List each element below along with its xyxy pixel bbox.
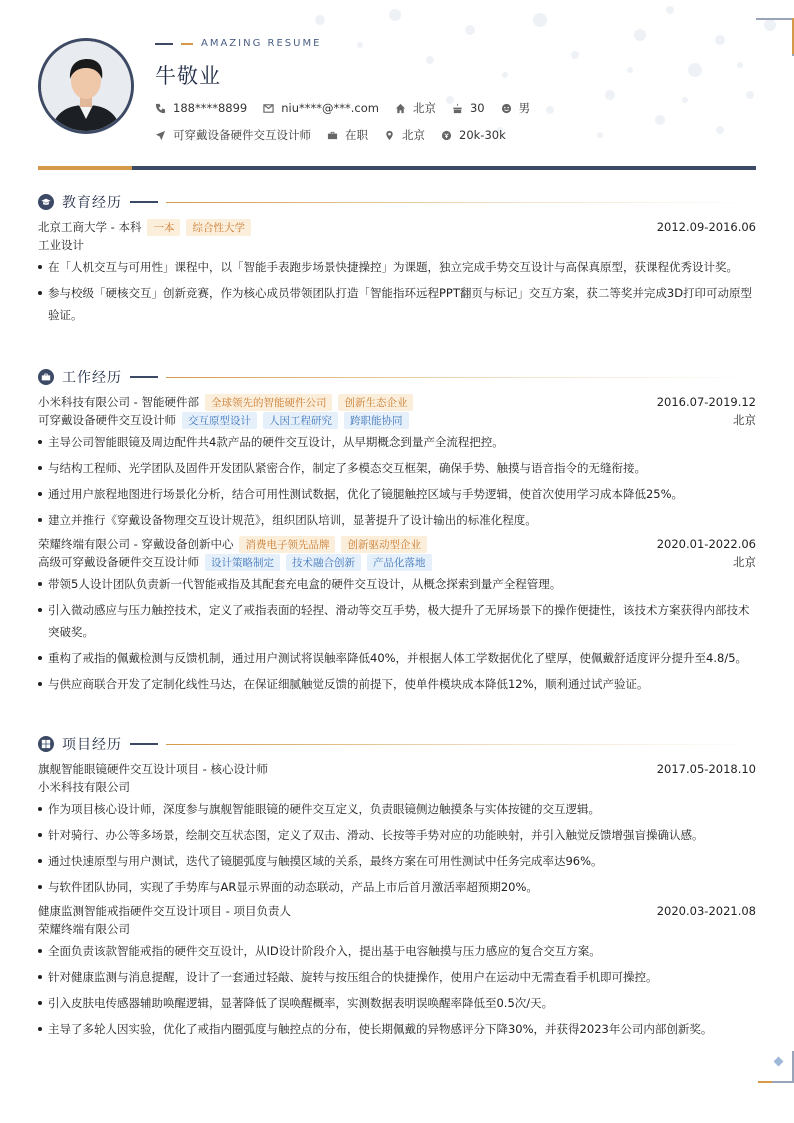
contact-info-row (155, 100, 546, 116)
corner-accent-bottom-right (758, 1081, 772, 1083)
education-entry (38, 218, 756, 326)
money-icon (441, 130, 452, 141)
entry-bullets (38, 431, 756, 531)
city-item (395, 100, 436, 116)
phone-text: 188****8899 (173, 101, 248, 115)
bullet-item: 引入皮肤电传感器辅助唤醒逻辑，显著降低了误唤醒概率，实测数据表明误唤醒率降低至0.5次/天。 (38, 992, 756, 1014)
entry-header-row (38, 218, 756, 236)
entry-subheader-row (38, 920, 756, 938)
projects-section (38, 734, 756, 1044)
expected-city-item (384, 127, 425, 143)
city-text: 北京 (412, 101, 436, 115)
grid-icon (38, 736, 54, 752)
section-divider-line (166, 202, 756, 203)
email-icon (263, 103, 274, 114)
entry-left (38, 219, 251, 236)
entry-left (38, 412, 409, 429)
bullet-item: 针对健康监测与消息提醒，设计了一套通过轻敲、旋转与按压组合的快捷操作，使用户在运动中无需查看手机即可操控。 (38, 966, 756, 988)
bullet-item: 主导了多轮人因实验，优化了戒指内圈弧度与触控点的分布，使长期佩戴的异物感评分下降30%，并获得2023年公司内部创新奖。 (38, 1018, 756, 1040)
email-text: niu****@***.com (281, 101, 379, 115)
age-item (452, 101, 485, 115)
corner-decoration-top-right (756, 18, 794, 56)
section-title: 教育经历 (62, 195, 122, 211)
role-tag: 技术融合创新 (286, 554, 361, 571)
entry-left (38, 536, 427, 553)
age-text: 30 (469, 101, 485, 115)
role-name: 高级可穿戴设备硬件交互设计师 (38, 555, 199, 569)
entry-header-row (38, 535, 756, 553)
bullet-item: 引入微动感应与压力触控技术，定义了戒指表面的轻捏、滑动等交互手势，极大提升了无屏场景下的操作便捷性，该技术方案获得内部技术突破奖。 (38, 599, 756, 643)
salary-text: 20k-30k (459, 128, 506, 142)
project-entry (38, 760, 756, 898)
company-tag: 全球领先的智能硬件公司 (205, 394, 333, 411)
entry-date: 2020.01-2022.06 (656, 537, 756, 551)
school-tag: 综合性大学 (186, 219, 251, 236)
school-tag: 一本 (147, 219, 180, 236)
entry-bullets (38, 940, 756, 1040)
section-title-line (130, 201, 158, 203)
briefcase-icon (38, 369, 54, 385)
status-item (327, 127, 368, 143)
role-tag: 交互原型设计 (182, 412, 257, 429)
entry-bullets (38, 573, 756, 695)
entry-city: 北京 (733, 413, 756, 427)
school-name: 北京工商大学 - 本科 (38, 220, 142, 234)
project-company: 荣耀终端有限公司 (38, 922, 130, 936)
home-icon (395, 103, 406, 114)
entry-date: 2016.07-2019.12 (656, 395, 756, 409)
role-tag: 产品化落地 (367, 554, 432, 571)
bullet-item: 与结构工程师、光学团队及固件开发团队紧密合作，制定了多模态交互框架，确保手势、触摸与语音指令的无缝衔接。 (38, 457, 756, 479)
project-company: 小米科技有限公司 (38, 780, 130, 794)
entry-bullets (38, 256, 756, 326)
section-header (38, 192, 756, 212)
company-tag: 消费电子领先品牌 (239, 536, 335, 553)
work-section (38, 367, 756, 699)
bullet-item: 主导公司智能眼镜及周边配件共4款产品的硬件交互设计，从早期概念到量产全流程把控。 (38, 431, 756, 453)
entry-left (38, 394, 413, 411)
bullet-item: 与软件团队协同，实现了手势库与AR显示界面的动态联动，产品上市后首月激活率超预期20%。 (38, 876, 756, 898)
company-tag: 创新生态企业 (338, 394, 413, 411)
entry-subheader-row (38, 411, 756, 429)
bullet-item: 针对骑行、办公等多场景，绘制交互状态图，定义了双击、滑动、长按等手势对应的功能映射，并引入触觉反馈增强盲操确认感。 (38, 824, 756, 846)
project-entry (38, 902, 756, 1040)
entry-date: 2017.05-2018.10 (656, 762, 756, 776)
phone-icon (155, 103, 166, 114)
bullet-item: 通过快速原型与用户测试，迭代了镜腿弧度与触摸区域的关系，最终方案在可用性测试中任务完成率达96%。 (38, 850, 756, 872)
entry-left (38, 554, 432, 571)
bullet-item: 参与校级「硬核交互」创新竞赛，作为核心成员带领团队打造「智能指环远程PPT翻页与标记」交互方案，获二等奖并完成3D打印可动原型验证。 (38, 282, 756, 326)
bullet-item: 带领5人设计团队负责新一代智能戒指及其配套充电盒的硬件交互设计，从概念探索到量产全程管理。 (38, 573, 756, 595)
gender-item (501, 100, 531, 116)
smile-icon (501, 103, 512, 114)
section-title-line (130, 376, 158, 378)
avatar (38, 38, 134, 134)
position-text: 可穿戴设备硬件交互设计师 (173, 128, 311, 142)
entry-date: 2020.03-2021.08 (656, 904, 756, 918)
tagline-text: AMAZING RESUME (201, 38, 322, 49)
header-divider-bar (38, 166, 756, 170)
bullet-item: 作为项目核心设计师，深度参与旗舰智能眼镜的硬件交互定义，负责眼镜侧边触摸条与实体按键的交互逻辑。 (38, 798, 756, 820)
briefcase-icon (327, 130, 338, 141)
header-tagline (155, 38, 321, 49)
entry-subheader-row (38, 778, 756, 796)
phone-item (155, 101, 247, 115)
section-title-line (130, 743, 158, 745)
entry-city: 北京 (733, 555, 756, 569)
role-tag: 人因工程研究 (263, 412, 338, 429)
section-title: 工作经历 (62, 370, 122, 386)
email-item (263, 101, 379, 115)
bullet-item: 与供应商联合开发了定制化线性马达，在保证细腻触觉反馈的前提下，使单件模块成本降低12%，顺利通过试产验证。 (38, 673, 756, 695)
section-divider-line (166, 744, 756, 745)
section-title: 项目经历 (62, 737, 122, 753)
send-icon (155, 130, 166, 141)
header-divider-accent (38, 166, 132, 170)
section-header (38, 367, 756, 387)
expected-city-text: 北京 (402, 128, 425, 142)
bullet-item: 重构了戒指的佩戴检测与反馈机制，通过用户测试将误触率降低40%，并根据人体工学数据优化了壁厚，使佩戴舒适度评分提升至4.8/5。 (38, 647, 756, 669)
company-tag: 创新驱动型企业 (341, 536, 427, 553)
bullet-item: 全面负责该款智能戒指的硬件交互设计，从ID设计阶段介入，提出基于电容触摸与压力感应的复合交互方案。 (38, 940, 756, 962)
entry-subheader-row (38, 553, 756, 571)
project-name: 旗舰智能眼镜硬件交互设计项目 - 核心设计师 (38, 762, 268, 776)
entry-subheader-row (38, 236, 756, 254)
section-header (38, 734, 756, 754)
bullet-item: 建立并推行《穿戴设备物理交互设计规范》，组织团队培训，显著提升了设计输出的标准化程度。 (38, 509, 756, 531)
entry-header-row (38, 902, 756, 920)
status-text: 在职 (345, 128, 368, 142)
cake-icon (452, 103, 463, 114)
tagline-accent-line (181, 43, 193, 45)
tagline-line (155, 43, 173, 45)
gender-text: 男 (518, 101, 531, 115)
work-entry (38, 535, 756, 695)
entry-header-row (38, 393, 756, 411)
graduation-cap-icon (38, 194, 54, 210)
role-name: 可穿戴设备硬件交互设计师 (38, 413, 176, 427)
candidate-name: 牛敬业 (155, 64, 221, 88)
work-entry (38, 393, 756, 531)
position-item (155, 127, 311, 143)
bullet-item: 在「人机交互与可用性」课程中，以「智能手表跑步场景快捷操控」为课题，独立完成手势交互设计与高保真原型，获课程优秀设计奖。 (38, 256, 756, 278)
education-section (38, 192, 756, 330)
location-pin-icon (384, 130, 395, 141)
project-name: 健康监测智能戒指硬件交互设计项目 - 项目负责人 (38, 904, 291, 918)
corner-decoration-bottom-right (766, 1051, 794, 1083)
job-intention-row (155, 127, 522, 143)
entry-bullets (38, 798, 756, 898)
person-photo-icon (41, 41, 131, 131)
company-name: 小米科技有限公司 - 智能硬件部 (38, 395, 199, 409)
entry-date: 2012.09-2016.06 (656, 220, 756, 234)
major-name: 工业设计 (38, 238, 84, 252)
role-tag: 跨职能协同 (344, 412, 409, 429)
salary-item (441, 128, 506, 142)
entry-header-row (38, 760, 756, 778)
role-tag: 设计策略制定 (205, 554, 280, 571)
bullet-item: 通过用户旅程地图进行场景化分析，结合可用性测试数据，优化了镜腿触控区域与手势逻辑，使首次使用学习成本降低25%。 (38, 483, 756, 505)
company-name: 荣耀终端有限公司 - 穿戴设备创新中心 (38, 537, 234, 551)
section-divider-line (166, 377, 756, 378)
